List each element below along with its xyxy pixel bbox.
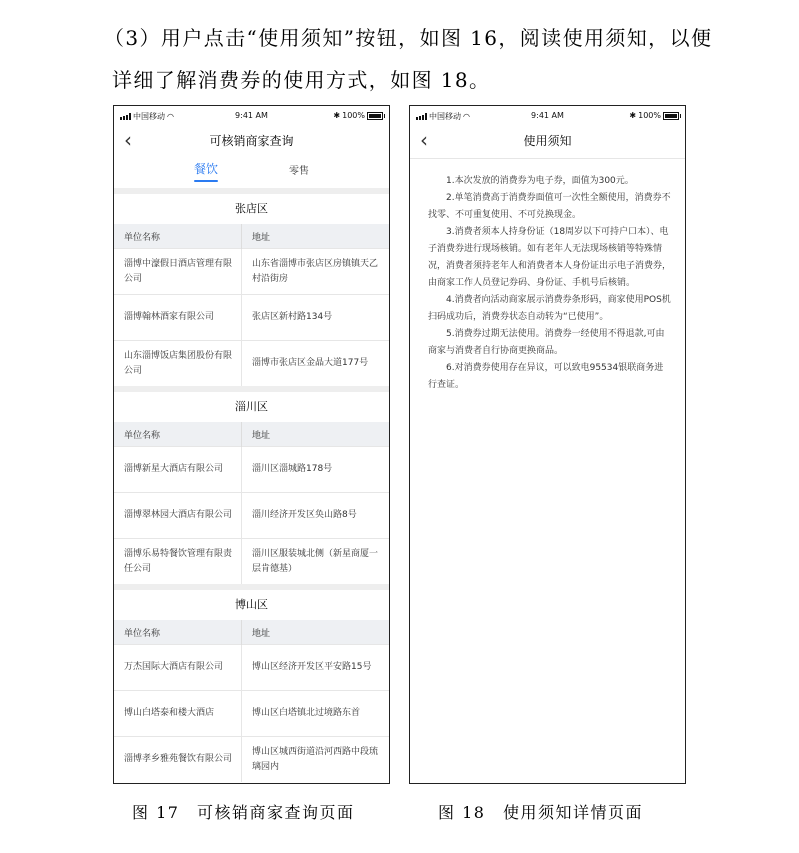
district-heading: 博山区 xyxy=(235,598,268,611)
notice-item: 2.单笔消费高于消费券面值可一次性全额使用，消费券不找零、不可重复使用、不可兑换现金。 xyxy=(428,193,671,220)
usage-notice-phone xyxy=(409,105,686,784)
merchant-address: 博山区城西街道沿河西路中段琉璃园内 xyxy=(242,737,390,783)
carrier-label: 中国移动 xyxy=(133,112,165,121)
merchant-name: 淄博乐易特餐饮管理有限责任公司 xyxy=(114,539,242,585)
table-row xyxy=(114,447,389,493)
merchant-name: 淄博中濠假日酒店管理有限公司 xyxy=(114,249,242,295)
status-bar xyxy=(410,106,685,126)
merchant-query-phone xyxy=(113,105,390,784)
category-tabs xyxy=(114,158,389,189)
column-header-address: 地址 xyxy=(242,620,390,645)
table-row xyxy=(114,691,389,737)
merchant-address: 博山区白塔镇北过境路东首 xyxy=(242,691,390,737)
tab-retail[interactable]: 零售 xyxy=(289,166,309,177)
notice-item: 3.消费者须本人持身份证（18周岁以下可持户口本）、电子消费券进行现场核销。如有老年人无法现场核销等特殊情况，消费者须持老年人和消费者本人身份证出示电子消费券，由商家工作人员登记券码、身份证、手机号后核销。 xyxy=(428,227,672,288)
column-header-name: 单位名称 xyxy=(114,224,242,249)
status-time: 9:41 AM xyxy=(235,111,268,120)
table-row xyxy=(114,341,389,387)
notice-item: 5.消费券过期无法使用。消费券一经使用不得退款,可由商家与消费者自行协商更换商品。 xyxy=(428,329,665,356)
merchant-table xyxy=(114,224,389,386)
merchant-address: 淄川区淄城路178号 xyxy=(242,447,390,493)
nav-bar xyxy=(114,126,389,158)
page-title: 可核销商家查询 xyxy=(209,134,294,148)
back-icon[interactable]: ‹ xyxy=(124,128,132,152)
merchant-address: 博山区经济开发区平安路15号 xyxy=(242,645,390,691)
merchant-name: 博山白塔泰和楼大酒店 xyxy=(114,691,242,737)
battery-icon xyxy=(367,112,383,120)
notice-item: 1.本次发放的消费券为电子券，面值为300元。 xyxy=(446,176,634,186)
table-row xyxy=(114,493,389,539)
merchant-name: 山东淄博饭店集团股份有限公司 xyxy=(114,341,242,387)
status-time: 9:41 AM xyxy=(531,111,564,120)
merchant-address: 淄川经济开发区奂山路8号 xyxy=(242,493,390,539)
notice-item: 6.对消费券使用存在异议，可以致电95534银联商务进行查证。 xyxy=(428,363,664,390)
wifi-icon: ◠ xyxy=(463,112,470,121)
paragraph-line-1: （3）用户点击“使用须知”按钮，如图 16，阅读使用须知，以便 xyxy=(104,26,713,50)
column-header-address: 地址 xyxy=(242,422,390,447)
merchant-name: 淄博翰林酒家有限公司 xyxy=(114,295,242,341)
tab-dining[interactable]: 餐饮 xyxy=(194,162,219,176)
merchant-address: 山东省淄博市张店区房镇镇天乙村沿街房 xyxy=(242,249,390,295)
paragraph-line-2: 详细了解消费券的使用方式，如图 18。 xyxy=(112,68,491,92)
back-icon[interactable]: ‹ xyxy=(420,128,428,152)
merchant-address: 张店区新村路134号 xyxy=(242,295,390,341)
merchant-name: 淄博孝乡雅苑餐饮有限公司 xyxy=(114,737,242,783)
battery-icon xyxy=(663,112,679,120)
merchant-table xyxy=(114,422,389,584)
table-row xyxy=(114,295,389,341)
carrier-label: 中国移动 xyxy=(429,112,461,121)
column-header-address: 地址 xyxy=(242,224,390,249)
bluetooth-icon: ✱ xyxy=(333,111,341,120)
table-row xyxy=(114,737,389,783)
table-row xyxy=(114,539,389,585)
merchant-address: 淄川区服装城北侧（新星商厦一层肯德基） xyxy=(242,539,390,585)
table-row xyxy=(114,645,389,691)
merchant-name: 淄博新星大酒店有限公司 xyxy=(114,447,242,493)
bluetooth-icon: ✱ xyxy=(629,111,637,120)
wifi-icon: ◠ xyxy=(167,112,174,121)
district-heading: 淄川区 xyxy=(235,400,268,413)
column-header-name: 单位名称 xyxy=(114,620,242,645)
merchant-list xyxy=(114,188,389,783)
figure-18-caption: 图 18 使用须知详情页面 xyxy=(438,803,643,822)
merchant-name: 万杰国际大酒店有限公司 xyxy=(114,645,242,691)
district-heading: 张店区 xyxy=(235,202,268,215)
merchant-table xyxy=(114,620,389,782)
status-bar xyxy=(114,106,389,126)
notice-item: 4.消费者向活动商家展示消费券条形码，商家使用POS机扫码成功后，消费券状态自动转为“已使用”。 xyxy=(428,295,671,322)
merchant-name: 淄博翠林园大酒店有限公司 xyxy=(114,493,242,539)
nav-bar xyxy=(410,126,685,159)
figure-17-caption: 图 17 可核销商家查询页面 xyxy=(132,803,355,822)
table-row xyxy=(114,249,389,295)
merchant-address: 淄博市张店区金晶大道177号 xyxy=(242,341,390,387)
column-header-name: 单位名称 xyxy=(114,422,242,447)
battery-percent: 100% xyxy=(638,111,661,120)
battery-percent: 100% xyxy=(342,111,365,120)
usage-notice-text xyxy=(410,159,685,394)
page-title: 使用须知 xyxy=(523,134,572,148)
